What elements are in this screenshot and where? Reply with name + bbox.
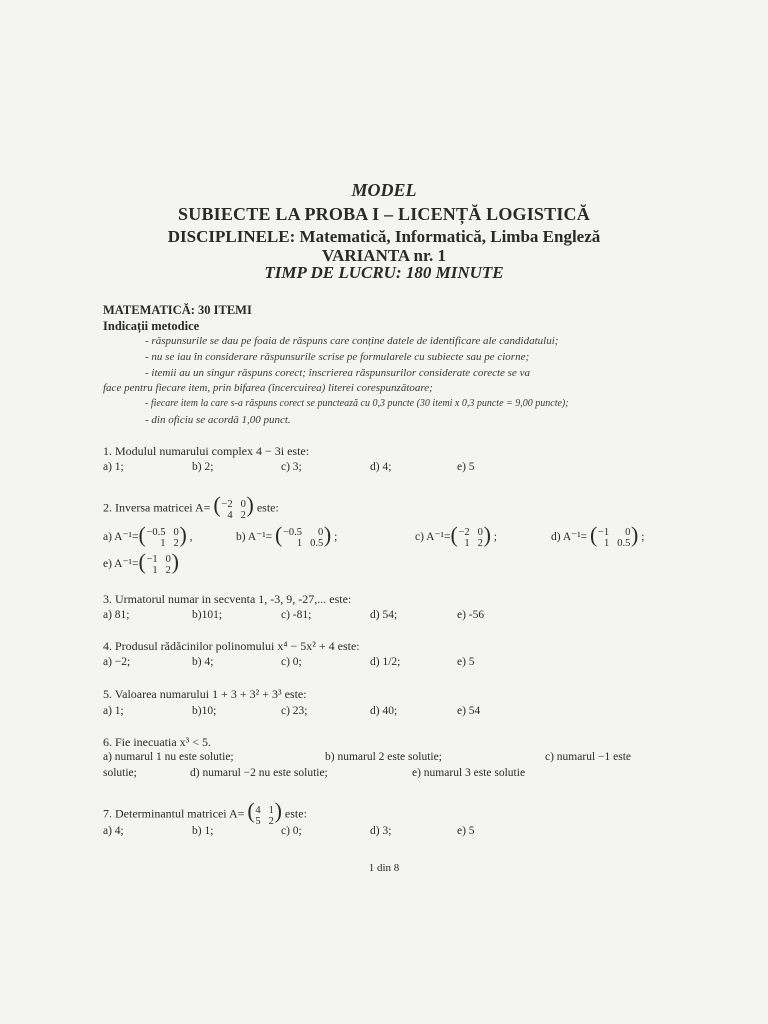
option-e: e) 54 <box>457 705 481 717</box>
option-c: c) numarul −1 este <box>545 751 631 763</box>
question-4: 4. Produsul rădăcinilor polinomului x⁴ − 5x² + 4 este: <box>103 639 360 653</box>
option-d: d) 4; <box>370 461 392 473</box>
question-1: 1. Modulul numarului complex 4 − 3i este: <box>103 444 310 458</box>
indication-line: - răspunsurile se dau pe foaia de răspuns care conține datele de identificare ale candidatului; <box>145 335 559 347</box>
question-3: 3. Urmatorul numar in secventa 1, -3, 9, -27,... este: <box>103 592 352 606</box>
option-c-cont: solutie; <box>103 767 137 779</box>
option-c: c) -81; <box>281 609 312 621</box>
option-d: d) numarul −2 nu este solutie; <box>190 767 328 779</box>
option-c: c) 23; <box>281 705 308 717</box>
option-b: b) numarul 2 este solutie; <box>325 751 442 763</box>
option-d: d) 3; <box>370 825 392 837</box>
doc-variant: VARIANTA nr. 1 <box>322 246 446 265</box>
doc-model-title: MODEL <box>351 180 417 200</box>
option-e: e) 5 <box>457 461 475 473</box>
indication-line: - itemii au un singur răspuns corect; înscrierea răspunsurilor considerate corecte se va <box>145 367 530 379</box>
option-a: a) 1; <box>103 705 124 717</box>
doc-subject-title: SUBIECTE LA PROBA I – LICENȚĂ LOGISTICĂ <box>178 204 590 224</box>
question-7-text: 7. Determinantul matricei A= <box>103 806 245 821</box>
option-a: a) numarul 1 nu este solutie; <box>103 751 234 763</box>
question-2-text: 2. Inversa matricei A= <box>103 500 211 515</box>
option-a: a) −2; <box>103 656 131 668</box>
option-d: d) 54; <box>370 609 398 621</box>
matrix-option-a: ( −0.5 0 1 2 ) <box>138 522 187 549</box>
option-e: e) -56 <box>457 609 485 621</box>
option-e: e) 5 <box>457 825 475 837</box>
question-7: 7. Determinantul matricei A= ( 4 1 5 2 ) este: <box>103 798 307 827</box>
matrix-option-b: ( −0.5 0 1 0.5 ) <box>275 522 332 549</box>
option-a: a) 4; <box>103 825 124 837</box>
option-b: b)10; <box>192 705 217 717</box>
matrix-option-e: ( −1 0 1 2 ) <box>138 549 179 576</box>
option-a: a) 1; <box>103 461 124 473</box>
indications-title: Indicații metodice <box>103 319 200 333</box>
indication-line: - din oficiu se acordă 1,00 punct. <box>145 414 291 426</box>
option-d: d) A⁻¹= ( −1 0 1 0.5 ) ; <box>551 522 645 549</box>
question-2: 2. Inversa matricei A= ( −2 0 4 2 ) este: <box>103 492 279 521</box>
indication-line: - fiecare item la care s-a răspuns corect se punctează cu 0,3 puncte (30 itemi x 0,3 puncte = 9,00 puncte); <box>145 398 569 409</box>
option-e: e) A⁻¹= ( −1 0 1 2 ) <box>103 549 179 576</box>
matrix-a: ( −2 0 4 2 ) <box>213 492 254 521</box>
question-5: 5. Valoarea numarului 1 + 3 + 3² + 3³ este: <box>103 687 307 701</box>
option-d: d) 40; <box>370 705 398 717</box>
doc-disciplines: DISCIPLINELE: Matematică, Informatică, Limba Engleză <box>167 227 601 246</box>
matrix-a: ( 4 1 5 2 ) <box>247 798 282 827</box>
option-b: b) A⁻¹= ( −0.5 0 1 0.5 ) ; <box>236 522 338 549</box>
option-c: c) 0; <box>281 825 302 837</box>
option-b: b) 1; <box>192 825 214 837</box>
option-b: b) 2; <box>192 461 214 473</box>
matrix-option-d: ( −1 0 1 0.5 ) <box>590 522 639 549</box>
doc-time: TIMP DE LUCRU: 180 MINUTE <box>264 263 504 282</box>
option-b: b)101; <box>192 609 223 621</box>
option-c: c) 3; <box>281 461 302 473</box>
section-title: MATEMATICĂ: 30 ITEMI <box>103 303 252 317</box>
option-d: d) 1/2; <box>370 656 401 668</box>
option-a: a) A⁻¹= ( −0.5 0 1 2 ) , <box>103 522 193 549</box>
page-number: 1 din 8 <box>368 862 400 874</box>
option-c: c) A⁻¹= ( −2 0 1 2 ) ; <box>415 522 497 549</box>
indication-line: - nu se iau în considerare răspunsurile scrise pe formularele cu subiecte sau pe ciorne; <box>145 351 530 363</box>
option-c: c) 0; <box>281 656 302 668</box>
option-e: e) numarul 3 este solutie <box>412 767 526 779</box>
option-e: e) 5 <box>457 656 475 668</box>
indication-line: face pentru fiecare item, prin bifarea (încercuirea) literei corespunzătoare; <box>103 382 433 394</box>
option-a: a) 81; <box>103 609 130 621</box>
option-b: b) 4; <box>192 656 214 668</box>
question-6: 6. Fie inecuatia x³ < 5. <box>103 735 212 749</box>
matrix-option-c: ( −2 0 1 2 ) <box>450 522 491 549</box>
